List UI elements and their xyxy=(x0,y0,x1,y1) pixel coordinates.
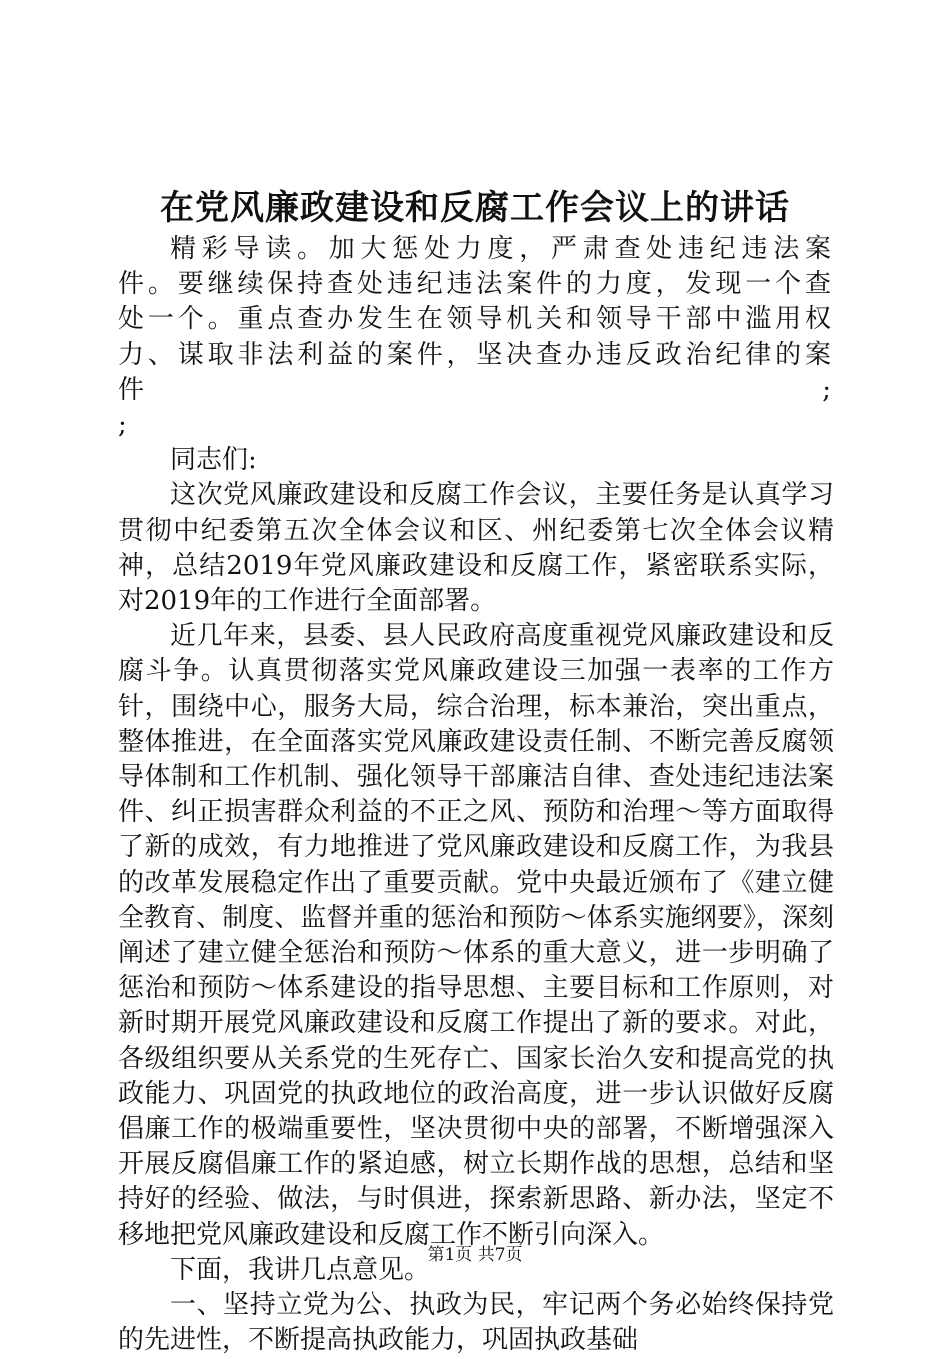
paragraph-review: 近几年来，县委、县人民政府高度重视党风廉政建设和反腐斗争。认真贯彻落实党风廉政建设三加强一表率的工作方针，围绕中心，服务大局，综合治理，标本兼治，突出重点，整体推进，在全面落实党风廉政建设责任制、不断完善反腐领导体制和工作机制、强化领导干部廉洁自律、查处违纪违法案件、纠正损害群众利益的不正之风、预防和治理～等方面取得了新的成效，有力地推进了党风廉政建设和反腐工作，为我县的改革发展稳定作出了重要贡献。党中央最近颁布了《建立健全教育、制度、监督并重的惩治和预防～体系实施纲要》，深刻阐述了建立健全惩治和预防～体系的重大意义，进一步明确了惩治和预防～体系建设的指导思想、主要目标和工作原则，对新时期开展党风廉政建设和反腐工作提出了新的要求。对此，各级组织要从关系党的生死存亡、国家长治久安和提高党的执政能力、巩固党的执政地位的政治高度，进一步认识做好反腐倡廉工作的极端重要性，坚决贯彻中央的部署，不断增强深入开展反腐倡廉工作的紧迫感，树立长期作战的思想，总结和坚持好的经验、做法，与时俱进，探索新思路、新办法，坚定不移地把党风廉政建设和反腐工作不断引向深入。 xyxy=(118,621,834,1250)
document-body xyxy=(118,232,834,1359)
lead-text: 精彩导读。加大惩处力度，严肃查处违纪违法案件。要继续保持查处违纪违法案件的力度，发现一个查处一个。重点查办发生在领导机关和领导干部中滥用权力、谋取非法利益的案件，坚决查办违反政治纪律的案件 xyxy=(118,234,834,405)
salutation: 同志们: xyxy=(170,445,257,476)
trailing-semicolon: ; xyxy=(822,374,834,405)
paragraph-intro: 这次党风廉政建设和反腐工作会议，主要任务是认真学习贯彻中纪委第五次全体会议和区、州纪委第七次全体会议精神，总结2019年党风廉政建设和反腐工作，紧密联系实际，对2019年的工作进行全面部署。 xyxy=(118,480,834,617)
document-title: 在党风廉政建设和反腐工作会议上的讲话 xyxy=(160,188,790,228)
semicolon-line: ; xyxy=(118,410,127,441)
paragraph-transition: 下面，我讲几点意见。 xyxy=(170,1254,431,1285)
section-heading-1: 一、坚持立党为公、执政为民，牢记两个务必始终保持党的先进性，不断提高执政能力，巩固执政基础 xyxy=(118,1290,834,1356)
lead-paragraph xyxy=(118,232,834,408)
page-number: 第1页 共7页 xyxy=(427,1245,523,1265)
